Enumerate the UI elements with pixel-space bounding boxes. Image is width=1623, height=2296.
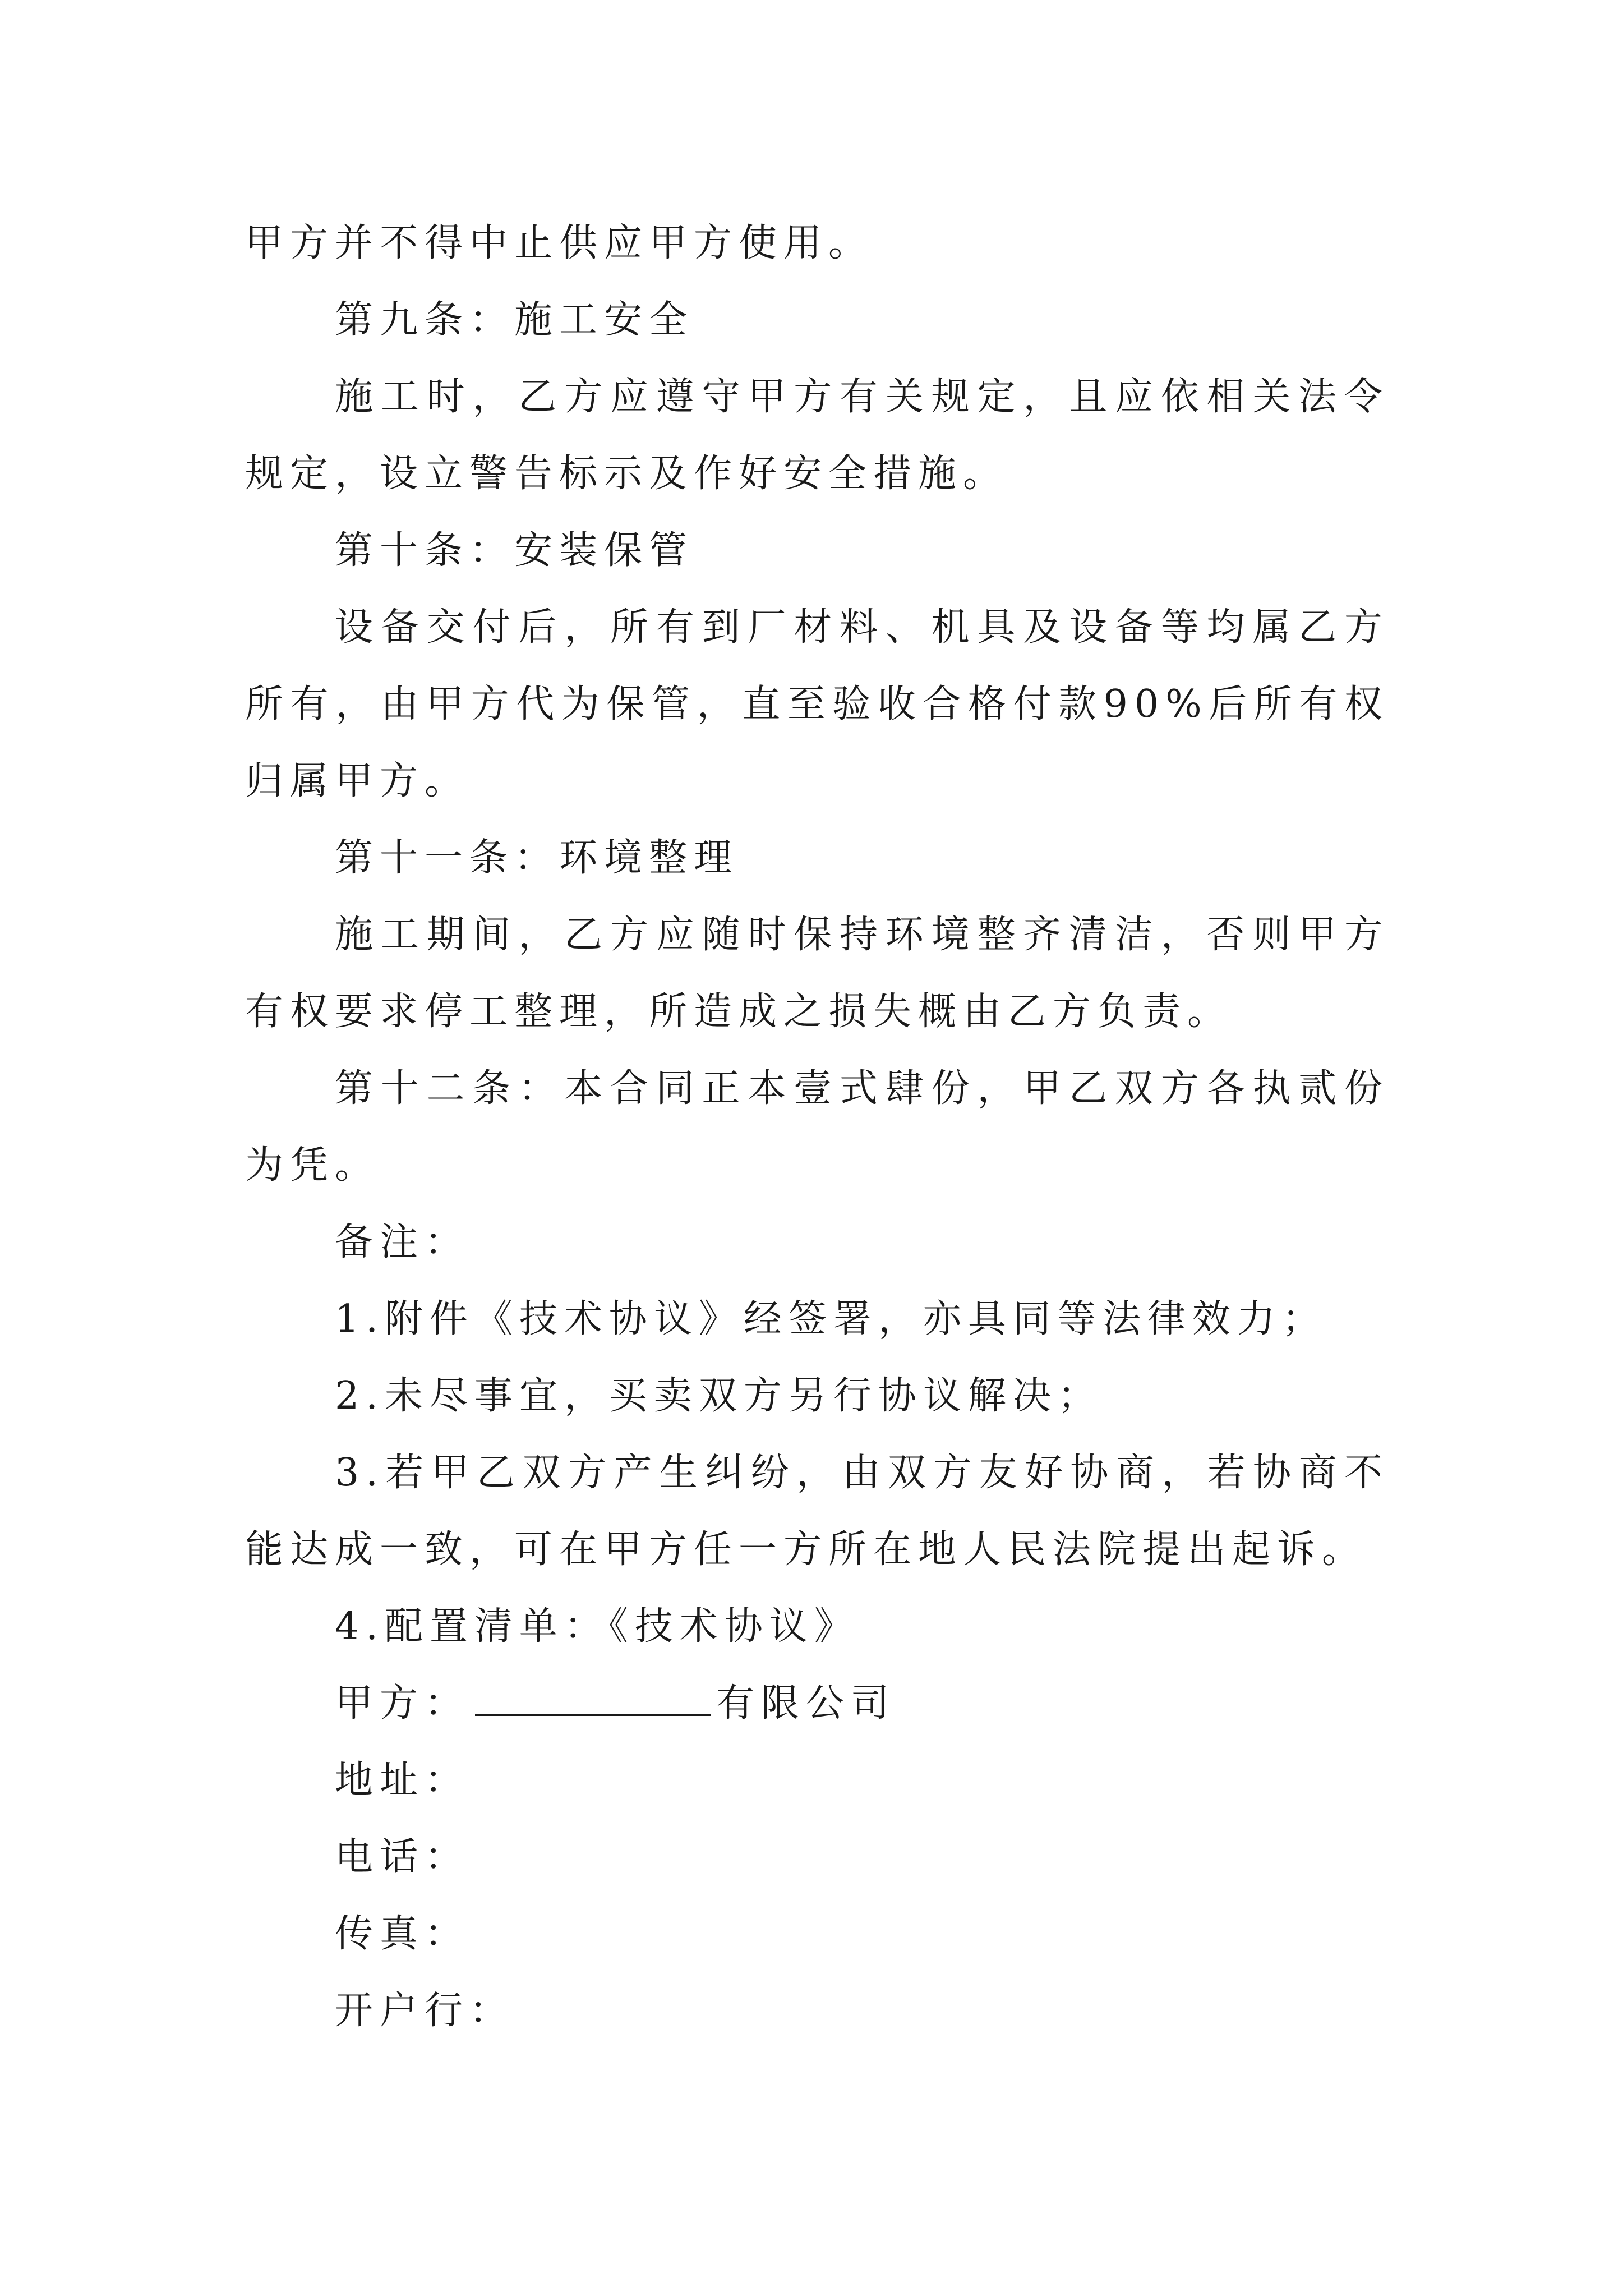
- remarks-heading: 备注：: [335, 1220, 470, 1264]
- party-a-label: 甲方：: [335, 1681, 470, 1726]
- article-10-text: 设备交付后，所有到厂材料、机具及设备等均属乙方所有，由甲方代为保管，直至验收合格付款90%后所有权归属甲方。: [245, 605, 1389, 803]
- remark-item-2: 2.未尽事宜，买卖双方另行协议解决；: [335, 1374, 1103, 1418]
- article-12-text: 第十二条：本合同正本壹式肆份，甲乙双方各执贰份为凭。: [245, 1066, 1389, 1188]
- fax-field: 传真：: [335, 1912, 470, 1956]
- address-field: 地址：: [335, 1758, 470, 1802]
- article-11-heading: 第十一条：环境整理: [335, 836, 739, 880]
- bank-field: 开户行：: [335, 1989, 515, 2033]
- article-10-heading: 第十条：安装保管: [335, 528, 694, 573]
- article-9-heading: 第九条：施工安全: [335, 298, 694, 342]
- remark-item-3: 3.若甲乙双方产生纠纷，由双方友好协商，若协商不能达成一致，可在甲方任一方所在地人民法院提出起诉。: [245, 1451, 1389, 1572]
- article-9-text: 施工时，乙方应遵守甲方有关规定，且应依相关法令规定，设立警告标示及作好安全措施。: [245, 375, 1389, 496]
- remark-item-4: 4.配置清单：《技术协议》: [335, 1604, 859, 1649]
- document-body: [245, 205, 1389, 2049]
- party-a-suffix: 有限公司: [716, 1681, 896, 1726]
- article-11-text: 施工期间，乙方应随时保持环境整齐清洁，否则甲方有权要求停工整理，所造成之损失概由乙方负责。: [245, 913, 1389, 1034]
- party-a-line: [245, 1665, 1389, 1742]
- paragraph-continuation: 甲方并不得中止供应甲方使用。: [245, 221, 874, 265]
- party-a-blank-line: [475, 1681, 711, 1716]
- phone-field: 电话：: [335, 1835, 470, 1879]
- remark-item-1: 1.附件《技术协议》经签署，亦具同等法律效力；: [335, 1297, 1327, 1341]
